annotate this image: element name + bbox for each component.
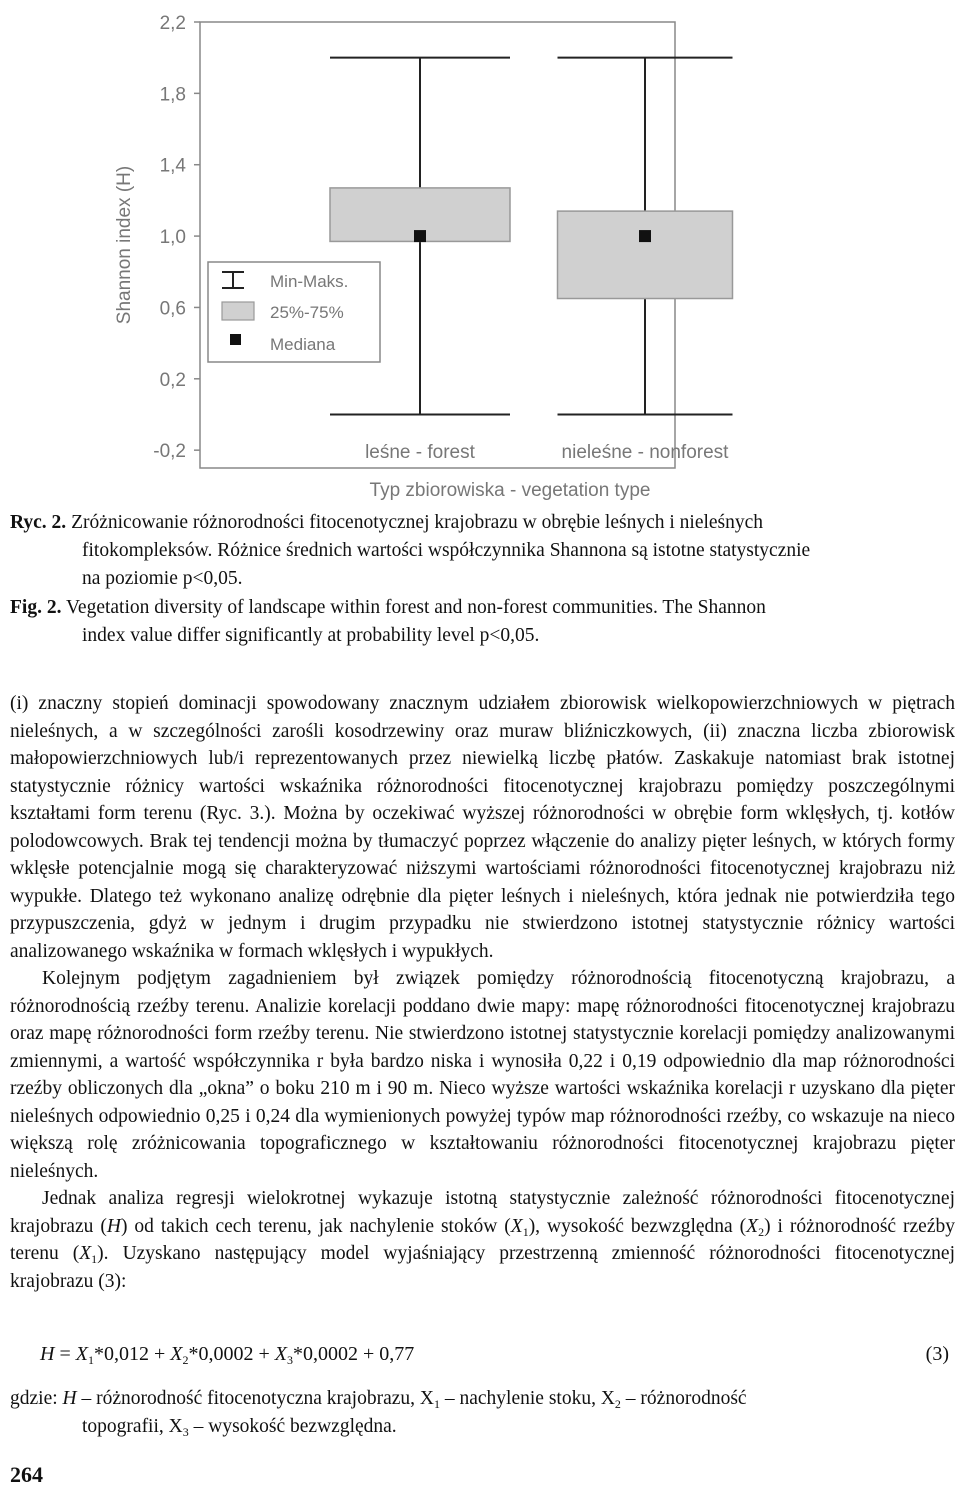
boxplot-figure bbox=[100, 0, 729, 505]
eq-h: H bbox=[40, 1343, 55, 1365]
x-category-label: leśne - forest bbox=[365, 442, 475, 463]
eq-term-3: *0,0002 + 0,77 bbox=[292, 1343, 415, 1365]
eq-x3: X bbox=[274, 1343, 287, 1365]
median-marker bbox=[414, 230, 426, 242]
eq-x2: X bbox=[170, 1343, 183, 1365]
caption-en-line1: Vegetation diversity of landscape within forest and non-forest communities. The Shannon bbox=[66, 597, 766, 618]
caption-pl-line2: fitokompleksów. Różnice średnich wartości współczynnika Shannona są istotne statystycznie bbox=[82, 540, 811, 561]
eq-equals: = bbox=[54, 1343, 76, 1365]
caption-en-line2: index value differ significantly at probability level p<0,05. bbox=[82, 625, 540, 646]
equation-number: (3) bbox=[925, 1343, 949, 1365]
figure-caption-en bbox=[10, 594, 940, 650]
eq-sub-2: 2 bbox=[182, 1353, 189, 1367]
vl-sub-1: 1 bbox=[434, 1397, 440, 1411]
p3-sub-2: 2 bbox=[758, 1224, 765, 1239]
y-tick-label: 0,2 bbox=[159, 369, 186, 391]
paragraph-3 bbox=[10, 1185, 955, 1295]
x-axis-label: Typ zbiorowiska - vegetation type bbox=[369, 480, 651, 501]
figure-caption-pl bbox=[10, 509, 940, 593]
legend-median-swatch bbox=[230, 334, 241, 345]
p3-sub-3: 1 bbox=[91, 1252, 98, 1266]
legend-iqr-swatch bbox=[222, 302, 254, 320]
p3-text-b: ) od takich cech terenu, jak nachylenie stoków ( bbox=[120, 1215, 511, 1237]
median-marker bbox=[639, 230, 651, 242]
p3-text-d: ) i różnorodność rzeźby terenu ( bbox=[10, 1215, 955, 1264]
y-tick-label: 1,4 bbox=[159, 155, 186, 177]
legend-label-median: Mediana bbox=[270, 335, 336, 354]
y-tick-label: 2,2 bbox=[159, 13, 186, 34]
y-tick-label: 1,0 bbox=[159, 227, 186, 249]
y-tick-label: -0,2 bbox=[153, 441, 186, 463]
vl-a: gdzie: bbox=[10, 1388, 63, 1409]
legend-label-minmax: Min-Maks. bbox=[270, 272, 349, 291]
paragraph-2: Kolejnym podjętym zagadnieniem był związek pomiędzy różnorodnością fitocenotyczną krajobrazu, a różnorodnością rzeźby terenu. Analizie korelacji poddano dwie mapy: mapę różnorodności fitocenotycznej krajobrazu oraz mapę różnorodności form rzeźby terenu. Nie stwierdzono istotnej statystycznie korelacji pomiędzy analizowanymi zmiennymi, a wartość współczynnika r była bardzo niska i wynosiła 0,22 i 0,19 odpowiednio dla map różnorodności rzeźby obliczonych dla „okna” o boku 210 m i 90 m. Nieco wyższe wartości wskaźnika korelacji r uzyskano dla pięter nieleśnych odpowiednio 0,25 i 0,24 dla wymienionych powyżej typów map różnorodności rzeźby, co wskazuje na nieco większą rolę zróżnicowania topograficznego w kształtowaniu różnorodności fitocenotycznej krajobrazu pięter nieleśnych. bbox=[10, 968, 955, 1182]
vl-b: – różnorodność fitocenotyczna krajobrazu, X bbox=[76, 1388, 434, 1409]
eq-x1: X bbox=[75, 1343, 88, 1365]
y-tick-label: 0,6 bbox=[159, 298, 186, 320]
vl-line2a: topografii, X bbox=[82, 1415, 183, 1437]
legend-label-iqr: 25%-75% bbox=[270, 303, 344, 322]
eq-term-1: *0,012 + bbox=[93, 1343, 171, 1365]
equation-body bbox=[40, 1343, 414, 1366]
p3-text-a: Jednak analiza regresji wielokrotnej wykazuje istotną statystycznie zależność różnorodności fitocenotycznej krajobrazu ( bbox=[10, 1188, 955, 1237]
variable-legend-line1 bbox=[10, 1385, 955, 1413]
variable-legend bbox=[10, 1385, 955, 1440]
body-text bbox=[10, 690, 955, 1295]
equation-3 bbox=[10, 1343, 955, 1373]
variable-legend-line2 bbox=[10, 1413, 955, 1441]
p3-var-x2: X bbox=[746, 1215, 759, 1237]
x-category-label: nieleśne - nonforest bbox=[561, 442, 729, 463]
eq-sub-1: 1 bbox=[87, 1353, 94, 1367]
vl-h: H bbox=[62, 1388, 77, 1409]
p3-var-x1: X bbox=[510, 1215, 523, 1237]
vl-d: – różnorodność bbox=[620, 1388, 747, 1409]
vl-sub-3: 3 bbox=[182, 1424, 189, 1439]
p3-text-c: ), wysokość bezwzględna ( bbox=[528, 1215, 747, 1237]
paragraph-1: (i) znaczny stopień dominacji spowodowany znacznym udziałem zbiorowisk wielkopowierzchniowych w piętrach nieleśnych, a w szczególności zarośli kosodrzewiny oraz muraw bliźniczkowych, (ii) znaczna liczba zbiorowisk małopowierzchniowych lub/i reprezentowanych przez niewielką liczbę płatów. Zaskakuje natomiast brak istotnej statystycznie różnicy wartości wskaźnika różnorodności fitocenotycznej krajobrazu pomiędzy poszczególnymi kształtami form terenu (Ryc. 3.). Można by oczekiwać wyższej różnorodności w obrębie form wklęsłych, tj. kotłów polodowcowych. Brak tej tendencji można by tłumaczyć poprzez włączenie do analizy pięter leśnych, w których formy wklęsłe potencjalnie mogą się charakteryzować niższymi wartościami różnorodności fitocenotycznej krajobrazu niż wypukłe. Dlatego też wykonano analizę odrębnie dla pięter leśnych i nieleśnych, która jednak nie potwierdziła tego przypuszczenia, gdyż w jednym i drugim przypadku nie stwierdzono istotnej statystycznie różnicy wartości analizowanego wskaźnika w formach wklęsłych i wypukłych. bbox=[10, 693, 955, 962]
p3-var-h: H bbox=[106, 1215, 121, 1237]
p3-var-x3: X bbox=[79, 1243, 92, 1264]
page-number: 264 bbox=[10, 1462, 43, 1487]
caption-en-label: Fig. 2. bbox=[10, 597, 62, 618]
iqr-box bbox=[558, 211, 733, 298]
eq-term-2: *0,0002 + bbox=[188, 1343, 275, 1365]
vl-c: – nachylenie stoku, X bbox=[440, 1388, 615, 1409]
vl-line2b: – wysokość bezwzględna. bbox=[188, 1415, 397, 1437]
caption-pl-label: Ryc. 2. bbox=[10, 512, 67, 533]
vl-sub-2: 2 bbox=[614, 1397, 621, 1411]
caption-pl-line3: na poziomie p<0,05. bbox=[82, 568, 243, 589]
eq-sub-3: 3 bbox=[286, 1353, 293, 1367]
p3-text-e: ). Uzyskano następujący model wyjaśniający przestrzenną zmienność różnorodności fitocenotycznej krajobrazu (3): bbox=[10, 1243, 955, 1292]
y-axis-label: Shannon index (H) bbox=[114, 165, 135, 325]
p3-sub-1: 1 bbox=[522, 1224, 529, 1239]
y-tick-label: 1,8 bbox=[159, 84, 186, 106]
caption-pl-line1: Zróżnicowanie różnorodności fitocenotycznej krajobrazu w obrębie leśnych i nieleśnych bbox=[71, 512, 764, 533]
